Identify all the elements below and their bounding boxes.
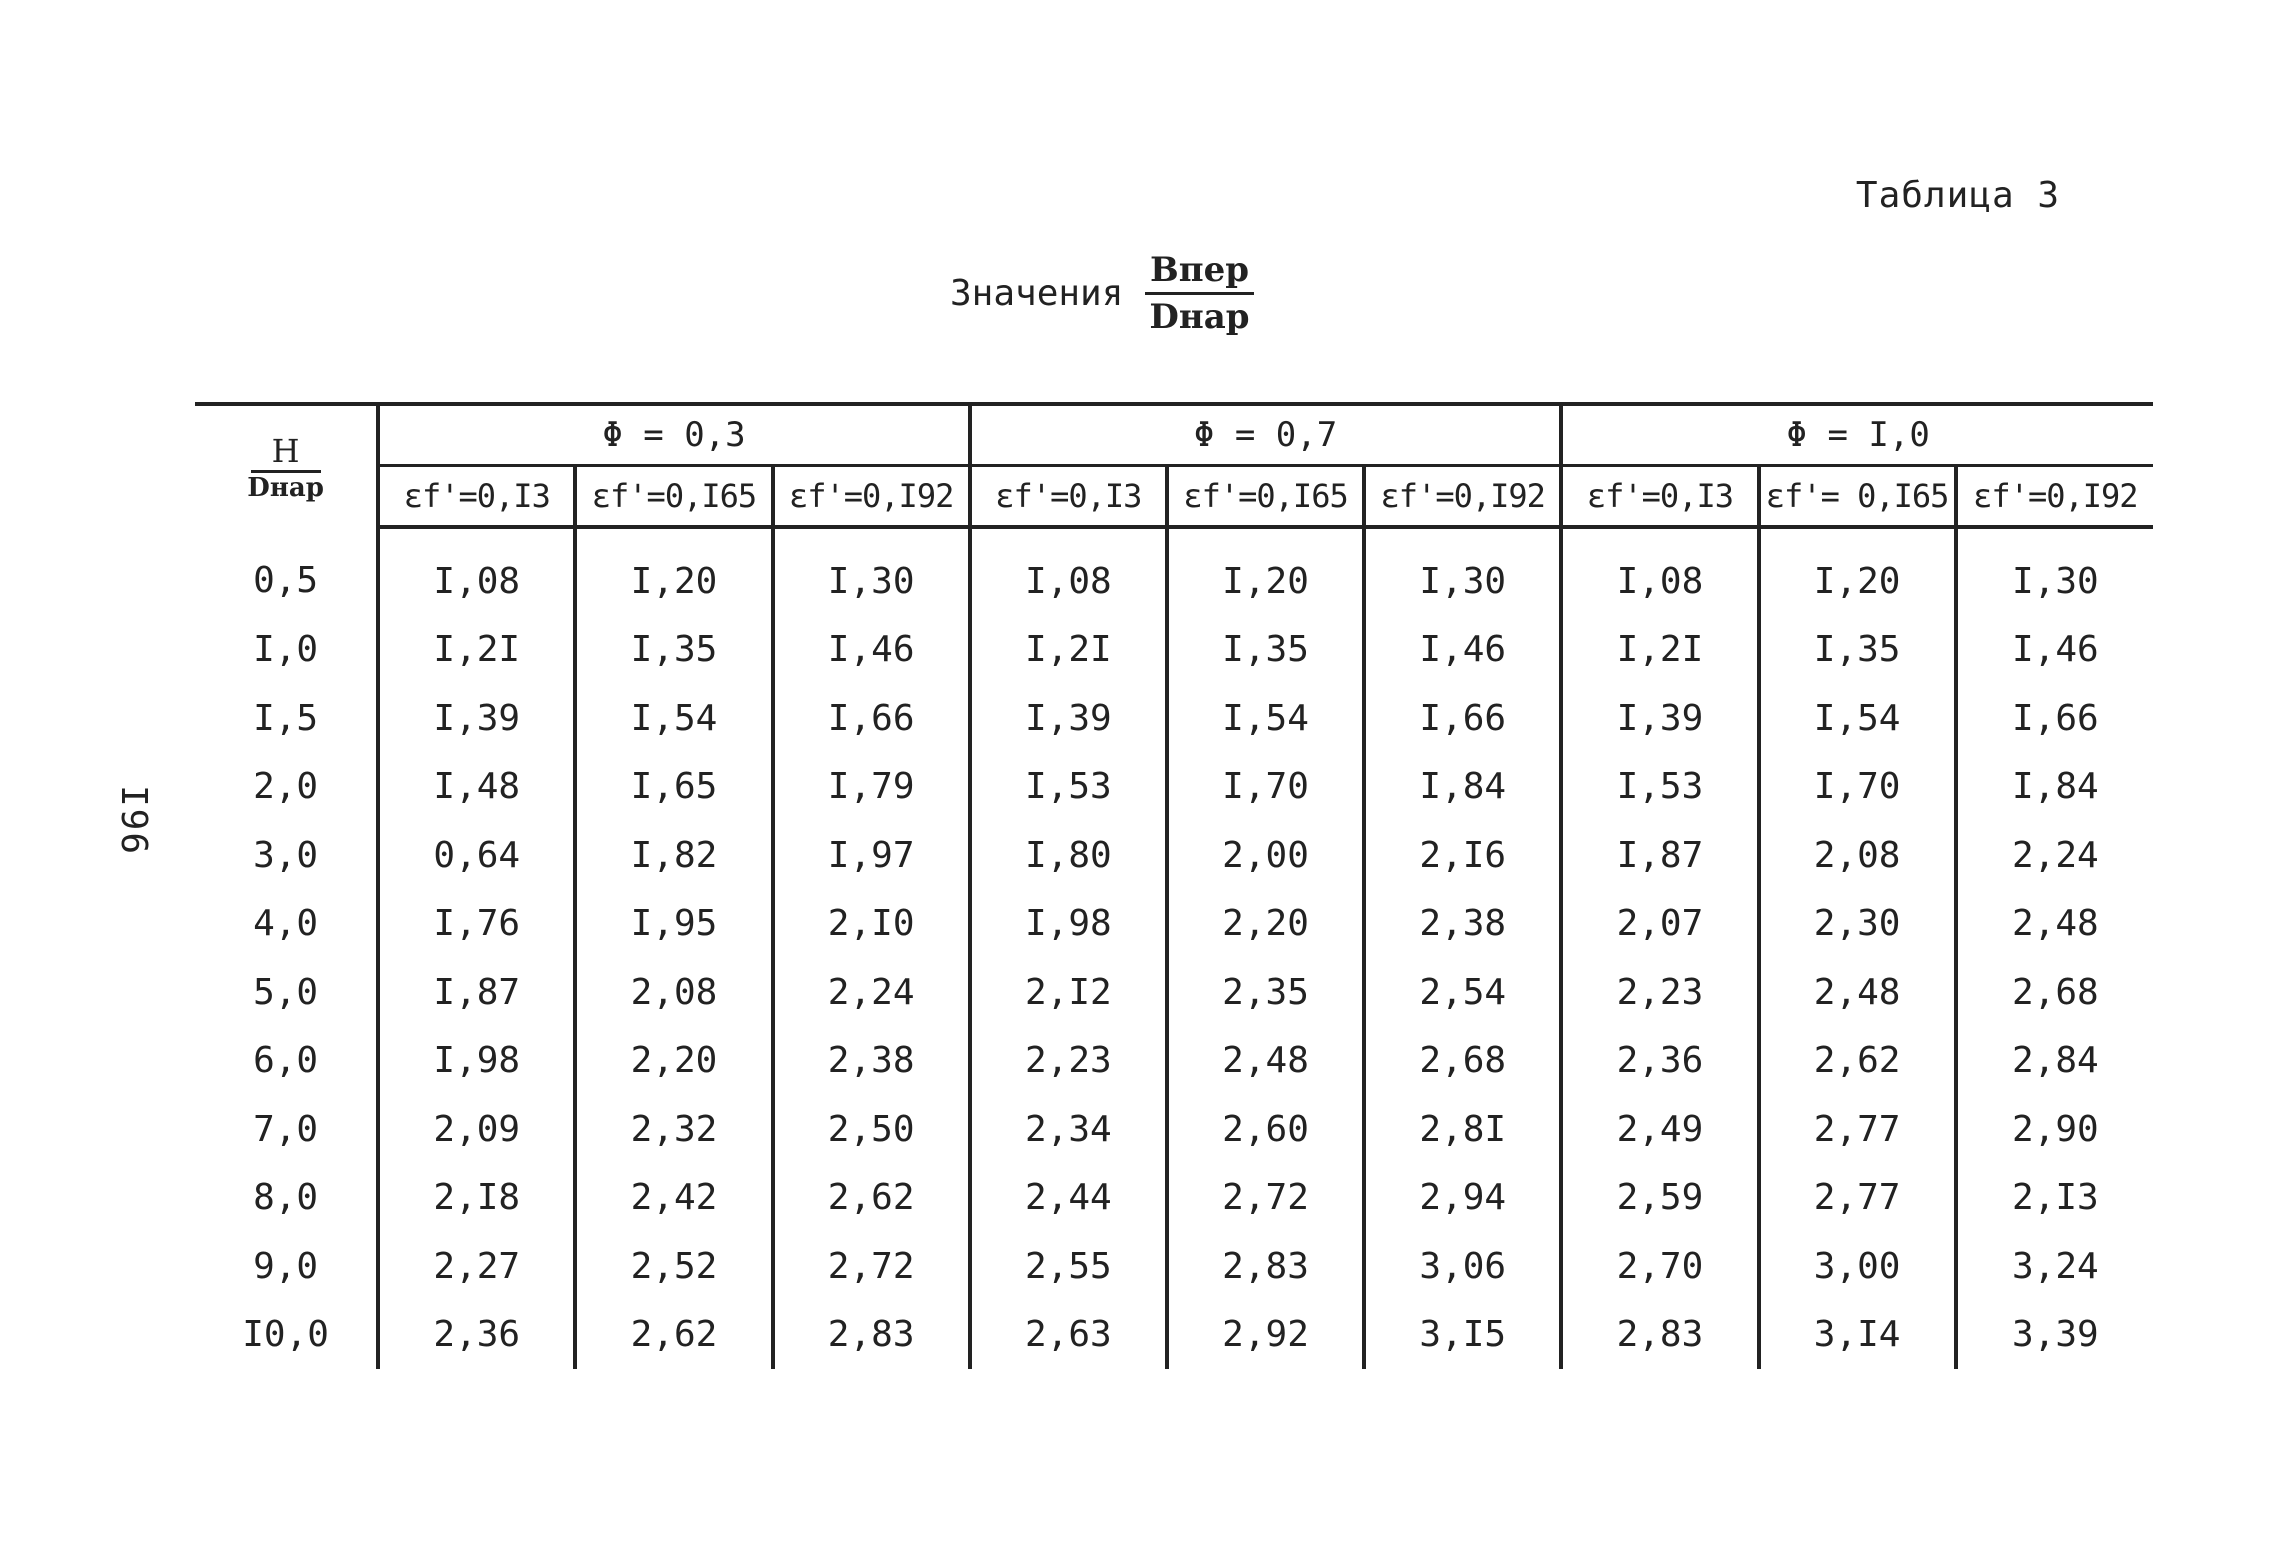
value-cell: 2,42 bbox=[575, 1164, 772, 1233]
group-header-phi-2: Φ = 0,7 bbox=[970, 404, 1562, 466]
value-cell: 2,I6 bbox=[1364, 821, 1561, 890]
value-cell: 2,30 bbox=[1759, 890, 1956, 959]
row-label-cell: 0,5 bbox=[253, 559, 319, 601]
value-cell: 2,55 bbox=[970, 1232, 1167, 1301]
value-cell: 2,48 bbox=[1956, 890, 2153, 959]
row-header-numerator: H bbox=[271, 431, 300, 470]
subheader-cell: εf'=0,I65 bbox=[1167, 466, 1364, 528]
row-label-cell: 2,0 bbox=[253, 766, 319, 808]
table-heading bbox=[950, 250, 1254, 337]
row-header-fraction bbox=[247, 432, 324, 503]
page-number: I96 bbox=[113, 784, 155, 857]
value-cell: 2,72 bbox=[773, 1232, 970, 1301]
value-cell: I,35 bbox=[575, 616, 772, 685]
subheader-cell: εf'=0,I3 bbox=[1561, 466, 1758, 528]
value-cell: 2,94 bbox=[1364, 1164, 1561, 1233]
value-cell: I,97 bbox=[773, 821, 970, 890]
value-cell: 2,00 bbox=[1167, 821, 1364, 890]
subheader-cell: εf'=0,I92 bbox=[1956, 466, 2153, 528]
row-label-cell: 3,0 bbox=[253, 834, 319, 876]
value-cell: 2,07 bbox=[1561, 890, 1758, 959]
value-cell: I,65 bbox=[575, 753, 772, 822]
table-row bbox=[195, 684, 2153, 753]
value-cell: I,54 bbox=[575, 684, 772, 753]
value-cell: 2,I2 bbox=[970, 958, 1167, 1027]
value-cell: 2,38 bbox=[773, 1027, 970, 1096]
value-cell: I,39 bbox=[378, 684, 575, 753]
row-header-denominator: Dнар bbox=[247, 472, 324, 503]
value-cell: I,20 bbox=[575, 527, 772, 616]
value-cell: I,95 bbox=[575, 890, 772, 959]
value-cell: I,30 bbox=[773, 527, 970, 616]
value-cell: I,54 bbox=[1759, 684, 1956, 753]
value-cell: I,53 bbox=[1561, 753, 1758, 822]
value-cell: 2,60 bbox=[1167, 1095, 1364, 1164]
value-cell: 2,63 bbox=[970, 1301, 1167, 1370]
subheader-row bbox=[195, 466, 2153, 528]
value-cell: 2,90 bbox=[1956, 1095, 2153, 1164]
value-cell: 2,62 bbox=[1759, 1027, 1956, 1096]
value-cell: 2,I8 bbox=[378, 1164, 575, 1233]
table-row bbox=[195, 1095, 2153, 1164]
table-row bbox=[195, 958, 2153, 1027]
group-header-phi-3: Φ = I,0 bbox=[1561, 404, 2153, 466]
group-header-phi-1: Φ = 0,3 bbox=[378, 404, 970, 466]
value-cell: 2,8I bbox=[1364, 1095, 1561, 1164]
value-cell: I,70 bbox=[1759, 753, 1956, 822]
row-label-cell: 7,0 bbox=[253, 1108, 319, 1150]
value-cell: I,76 bbox=[378, 890, 575, 959]
value-cell: I,54 bbox=[1167, 684, 1364, 753]
value-cell: 2,48 bbox=[1759, 958, 1956, 1027]
value-cell: I,79 bbox=[773, 753, 970, 822]
group-header-row bbox=[195, 404, 2153, 466]
value-cell: I,46 bbox=[1364, 616, 1561, 685]
value-cell: 2,70 bbox=[1561, 1232, 1758, 1301]
value-cell: 2,59 bbox=[1561, 1164, 1758, 1233]
value-cell: 2,35 bbox=[1167, 958, 1364, 1027]
value-cell: I,98 bbox=[970, 890, 1167, 959]
table-body bbox=[195, 527, 2153, 1369]
table-row bbox=[195, 821, 2153, 890]
value-cell: I,2I bbox=[970, 616, 1167, 685]
value-cell: I,2I bbox=[1561, 616, 1758, 685]
value-cell: I,87 bbox=[378, 958, 575, 1027]
value-cell: 2,34 bbox=[970, 1095, 1167, 1164]
heading-fraction bbox=[1145, 250, 1253, 337]
value-cell: I,46 bbox=[1956, 616, 2153, 685]
value-cell: 2,83 bbox=[773, 1301, 970, 1370]
row-label-cell: 4,0 bbox=[253, 903, 319, 945]
value-cell: 2,23 bbox=[1561, 958, 1758, 1027]
value-cell: 2,08 bbox=[1759, 821, 1956, 890]
value-cell: I,87 bbox=[1561, 821, 1758, 890]
value-cell: 3,00 bbox=[1759, 1232, 1956, 1301]
table-row bbox=[195, 1027, 2153, 1096]
value-cell: I,35 bbox=[1167, 616, 1364, 685]
subheader-cell: εf'=0,I3 bbox=[378, 466, 575, 528]
heading-denominator: Dнар bbox=[1149, 297, 1250, 337]
value-cell: 2,I3 bbox=[1956, 1164, 2153, 1233]
value-cell: 2,27 bbox=[378, 1232, 575, 1301]
value-cell: 2,77 bbox=[1759, 1164, 1956, 1233]
value-cell: 3,I4 bbox=[1759, 1301, 1956, 1370]
value-cell: 2,24 bbox=[1956, 821, 2153, 890]
row-label-cell: I,0 bbox=[253, 629, 319, 671]
subheader-cell: εf'=0,I92 bbox=[1364, 466, 1561, 528]
value-cell: I,20 bbox=[1167, 527, 1364, 616]
value-cell: I,30 bbox=[1956, 527, 2153, 616]
table-number-label: Таблица 3 bbox=[1855, 175, 2060, 216]
row-label-cell: I,5 bbox=[253, 697, 319, 739]
value-cell: 2,52 bbox=[575, 1232, 772, 1301]
value-cell: I,66 bbox=[773, 684, 970, 753]
subheader-cell: εf'= 0,I65 bbox=[1759, 466, 1956, 528]
value-cell: I,66 bbox=[1956, 684, 2153, 753]
value-cell: 3,I5 bbox=[1364, 1301, 1561, 1370]
value-cell: I,70 bbox=[1167, 753, 1364, 822]
value-cell: 2,68 bbox=[1364, 1027, 1561, 1096]
table-row bbox=[195, 890, 2153, 959]
value-cell: 2,50 bbox=[773, 1095, 970, 1164]
value-cell: 2,38 bbox=[1364, 890, 1561, 959]
value-cell: 2,84 bbox=[1956, 1027, 2153, 1096]
value-cell: 3,39 bbox=[1956, 1301, 2153, 1370]
value-cell: 2,48 bbox=[1167, 1027, 1364, 1096]
value-cell: I,20 bbox=[1759, 527, 1956, 616]
value-cell: 3,24 bbox=[1956, 1232, 2153, 1301]
value-cell: I,84 bbox=[1956, 753, 2153, 822]
row-label-cell: 9,0 bbox=[253, 1245, 319, 1287]
value-cell: I,46 bbox=[773, 616, 970, 685]
values-table bbox=[195, 402, 2153, 1369]
value-cell: I,08 bbox=[1561, 527, 1758, 616]
value-cell: 2,23 bbox=[970, 1027, 1167, 1096]
value-cell: I,84 bbox=[1364, 753, 1561, 822]
table-row bbox=[195, 753, 2153, 822]
subheader-cell: εf'=0,I3 bbox=[970, 466, 1167, 528]
value-cell: 2,92 bbox=[1167, 1301, 1364, 1370]
value-cell: 0,64 bbox=[378, 821, 575, 890]
heading-word: Значения bbox=[950, 273, 1124, 314]
value-cell: 2,44 bbox=[970, 1164, 1167, 1233]
value-cell: I,39 bbox=[970, 684, 1167, 753]
table-row bbox=[195, 616, 2153, 685]
value-cell: 2,08 bbox=[575, 958, 772, 1027]
value-cell: I,39 bbox=[1561, 684, 1758, 753]
row-header-cell bbox=[195, 404, 378, 527]
value-cell: I,2I bbox=[378, 616, 575, 685]
value-cell: 2,62 bbox=[575, 1301, 772, 1370]
value-cell: 2,77 bbox=[1759, 1095, 1956, 1164]
value-cell: 2,83 bbox=[1167, 1232, 1364, 1301]
value-cell: 2,I0 bbox=[773, 890, 970, 959]
value-cell: 2,68 bbox=[1956, 958, 2153, 1027]
heading-numerator: Bпер bbox=[1149, 250, 1249, 290]
value-cell: 2,32 bbox=[575, 1095, 772, 1164]
value-cell: I,98 bbox=[378, 1027, 575, 1096]
value-cell: 2,36 bbox=[378, 1301, 575, 1370]
fraction-bar bbox=[1145, 292, 1253, 295]
value-cell: 2,49 bbox=[1561, 1095, 1758, 1164]
value-cell: I,35 bbox=[1759, 616, 1956, 685]
value-cell: I,08 bbox=[378, 527, 575, 616]
table-row bbox=[195, 1232, 2153, 1301]
row-label-cell: I0,0 bbox=[242, 1314, 329, 1356]
table-row bbox=[195, 1164, 2153, 1233]
value-cell: I,66 bbox=[1364, 684, 1561, 753]
value-cell: I,08 bbox=[970, 527, 1167, 616]
value-cell: I,53 bbox=[970, 753, 1167, 822]
value-cell: I,80 bbox=[970, 821, 1167, 890]
value-cell: 2,36 bbox=[1561, 1027, 1758, 1096]
subheader-cell: εf'=0,I65 bbox=[575, 466, 772, 528]
value-cell: 2,20 bbox=[1167, 890, 1364, 959]
subheader-cell: εf'=0,I92 bbox=[773, 466, 970, 528]
table-row bbox=[195, 1301, 2153, 1370]
value-cell: 2,72 bbox=[1167, 1164, 1364, 1233]
value-cell: 2,54 bbox=[1364, 958, 1561, 1027]
value-cell: I,30 bbox=[1364, 527, 1561, 616]
value-cell: I,82 bbox=[575, 821, 772, 890]
value-cell: 2,09 bbox=[378, 1095, 575, 1164]
value-cell: 3,06 bbox=[1364, 1232, 1561, 1301]
value-cell: I,48 bbox=[378, 753, 575, 822]
row-label-cell: 6,0 bbox=[253, 1040, 319, 1082]
value-cell: 2,83 bbox=[1561, 1301, 1758, 1370]
row-label-cell: 5,0 bbox=[253, 971, 319, 1013]
table-row bbox=[195, 527, 2153, 616]
value-cell: 2,20 bbox=[575, 1027, 772, 1096]
value-cell: 2,62 bbox=[773, 1164, 970, 1233]
value-cell: 2,24 bbox=[773, 958, 970, 1027]
row-label-cell: 8,0 bbox=[253, 1177, 319, 1219]
